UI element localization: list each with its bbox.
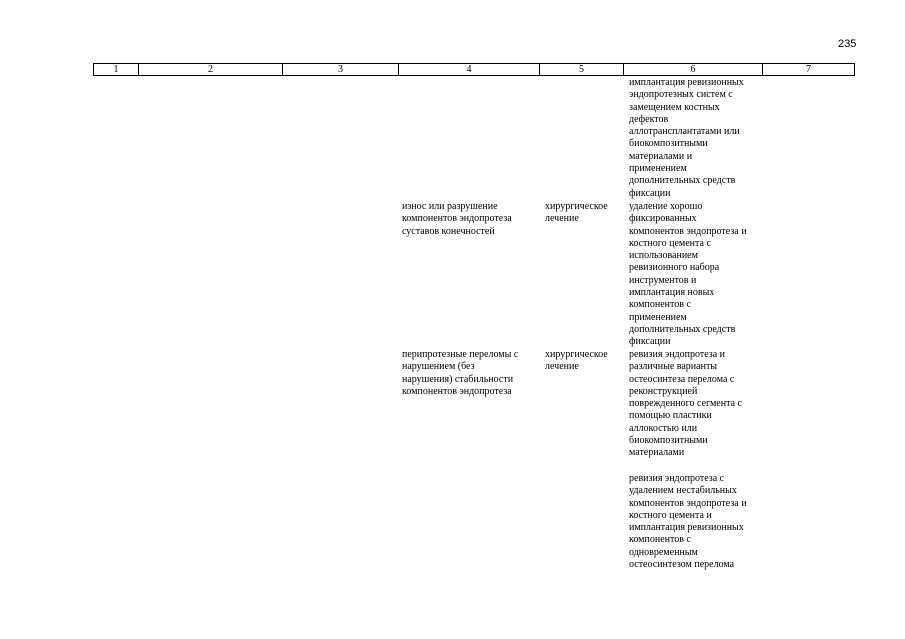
table-header-row bbox=[93, 63, 855, 76]
row3-method: ревизия эндопротеза с удалением нестабильных компонентов эндопротеза и костного цемента и имплантация ревизионных компонентов с одновременным остеосинтезом перелома bbox=[629, 473, 747, 571]
row2-condition: перипротезные переломы с нарушением (без нарушения) стабильности компонентов эндопротеза bbox=[402, 349, 519, 397]
row1-treatment-type: хирургическое лечение bbox=[545, 201, 608, 225]
header-col-2: 2 bbox=[138, 64, 282, 75]
row1-condition: износ или разрушение компонентов эндопротеза суставов конечностей bbox=[402, 201, 512, 237]
header-col-4: 4 bbox=[398, 64, 539, 75]
header-col-1: 1 bbox=[93, 64, 138, 75]
header-col-5: 5 bbox=[539, 64, 623, 75]
row2-treatment-type: хирургическое лечение bbox=[545, 349, 608, 373]
page-number: 235 bbox=[838, 38, 857, 50]
header-col-3: 3 bbox=[282, 64, 398, 75]
row1-method: удаление хорошо фиксированных компонентов эндопротеза и костного цемента с использованием ревизионного набора инструментов и имплантация новых компонентов с применением дополнительных средств фиксации bbox=[629, 201, 747, 348]
header-col-7: 7 bbox=[762, 64, 855, 75]
header-col-6: 6 bbox=[623, 64, 762, 75]
row2-method: ревизия эндопротеза и различные варианты остеосинтеза перелома с реконструкцией поврежденного сегмента с помощью пластики аллокостью или биокомпозитными материалами bbox=[629, 349, 742, 459]
col6-continuation: имплантация ревизионных эндопротезных систем с замещением костных дефектов аллотрансплантатами или биокомпозитными материалами и применением дополнительных средств фиксации bbox=[629, 77, 744, 199]
